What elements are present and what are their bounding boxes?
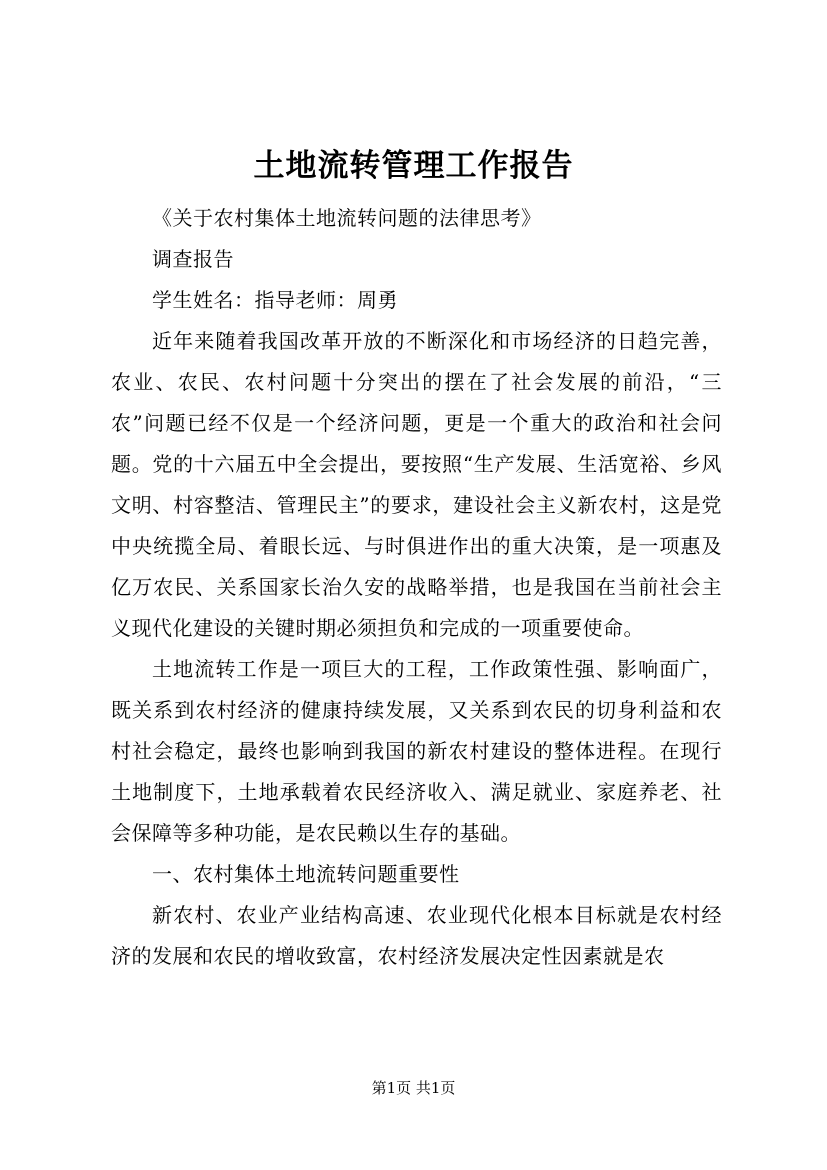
body-paragraph: 土地流转工作是一项巨大的工程，工作政策性强、影响面广，既关系到农村经济的健康持续发展，又关系到农民的切身利益和农村社会稳定，最终也影响到我国的新农村建设的整体进程。在现行土地制度下，土地承载着农民经济收入、满足就业、家庭养老、社会保障等多种功能，是农民赖以生存的基础。 [111, 657, 722, 845]
document-title: 土地流转管理工作报告 [253, 148, 574, 184]
report-type-paragraph: 调查报告 [152, 247, 234, 271]
author-paragraph: 学生姓名：指导老师：周勇 [152, 288, 398, 312]
section-heading: 一、农村集体土地流转问题重要性 [152, 862, 460, 886]
page-footer: 第1页 共1页 [371, 1079, 456, 1097]
document-body [111, 198, 722, 977]
body-paragraph: 近年来随着我国改革开放的不断深化和市场经济的日趋完善，农业、农民、农村问题十分突出的摆在了社会发展的前沿，“三农”问题已经不仅是一个经济问题，更是一个重大的政治和社会问题。党的十六届五中全会提出，要按照“生产发展、生活宽裕、乡风文明、村容整洁、管理民主”的要求，建设社会主义新农村，这是党中央统揽全局、着眼长远、与时俱进作出的重大决策，是一项惠及亿万农民、关系国家长治久安的战略举措，也是我国在当前社会主义现代化建设的关键时期必须担负和完成的一项重要使命。 [111, 329, 722, 640]
subtitle-paragraph: 《关于农村集体土地流转问题的法律思考》 [152, 206, 542, 230]
body-paragraph: 新农村、农业产业结构高速、农业现代化根本目标就是农村经济的发展和农民的增收致富，农村经济发展决定性因素就是农 [111, 903, 722, 968]
